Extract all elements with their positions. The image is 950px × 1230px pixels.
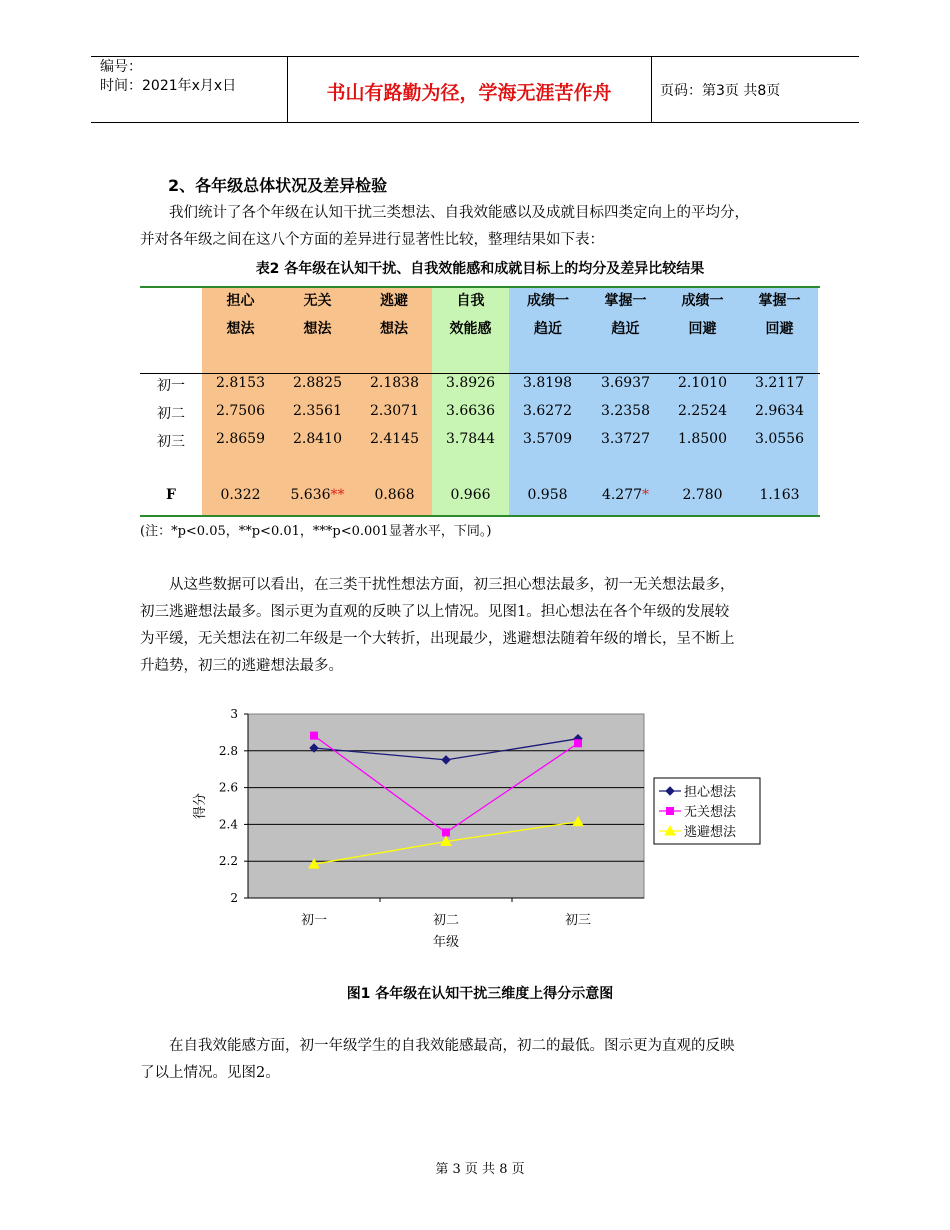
page-footer: 第 3 页 共 8 页 xyxy=(435,1162,525,1177)
data-point xyxy=(575,740,582,747)
table-cell: 2.9634 xyxy=(755,403,804,419)
y-tick-label: 3 xyxy=(230,707,238,721)
col-header: 掌握一 回避 xyxy=(758,293,801,337)
results-table xyxy=(140,286,820,518)
row-label-f: F xyxy=(166,487,176,503)
y-tick-label: 2.4 xyxy=(218,817,238,832)
table-cell: 2.2524 xyxy=(678,403,727,419)
table-cell: 3.2117 xyxy=(755,375,804,391)
col-header: 成绩一 趋近 xyxy=(527,293,569,337)
legend-label: 无关想法 xyxy=(684,805,737,820)
table-cell: 2.8659 xyxy=(216,431,265,447)
col-header: 逃避 想法 xyxy=(380,293,408,337)
data-point xyxy=(311,732,318,739)
data-point xyxy=(443,829,450,836)
col-header: 掌握一 趋近 xyxy=(604,293,647,337)
table-cell: 2.8153 xyxy=(216,375,265,391)
table-cell: 2.1010 xyxy=(678,375,727,391)
table-cell: 3.6636 xyxy=(446,403,495,419)
y-axis-title: 得分 xyxy=(193,792,208,820)
header-meta xyxy=(100,58,236,96)
table-cell: 3.8198 xyxy=(523,375,572,391)
table-cell: 2.8825 xyxy=(293,375,342,391)
table-cell: 3.0556 xyxy=(755,431,804,447)
x-axis-title: 年级 xyxy=(432,935,460,950)
f-value-cell: 2.780 xyxy=(682,487,723,503)
header-bottom-rule xyxy=(91,122,859,123)
x-tick-label: 初三 xyxy=(564,913,592,928)
table-bottom-rule xyxy=(140,515,820,517)
header-motto: 书山有路勤为径，学海无涯苦作舟 xyxy=(326,82,612,104)
analysis-paragraph xyxy=(140,572,820,680)
y-tick-label: 2.2 xyxy=(218,854,238,869)
row-label: 初三 xyxy=(157,434,185,450)
col-header: 自我 效能感 xyxy=(449,293,492,337)
legend-label: 逃避想法 xyxy=(684,825,737,840)
table-cell: 2.4145 xyxy=(370,431,419,447)
f-value-cell: 5.636** xyxy=(290,487,345,503)
y-tick-label: 2.8 xyxy=(218,743,238,758)
significance-note: (注：*p<0.05，**p<0.01，***p<0.001显著水平，下同。) xyxy=(140,524,492,539)
table-caption: 表2 各年级在认知干扰、自我效能感和成就目标上的均分及差异比较结果 xyxy=(255,261,705,277)
significance-star: * xyxy=(642,487,650,503)
table-cell: 2.3561 xyxy=(293,403,342,419)
f-value-cell: 1.163 xyxy=(759,487,800,503)
intro-line: 并对各年级之间在这八个方面的差异进行显著性比较，整理结果如下表： xyxy=(140,232,604,248)
header-divider xyxy=(651,57,652,122)
x-tick-label: 初二 xyxy=(432,913,460,928)
table-cell: 2.1838 xyxy=(370,375,419,391)
para-line: 升趋势，初三的逃避想法最多。 xyxy=(140,658,343,674)
col-header: 担心 想法 xyxy=(226,293,255,337)
table-cell: 1.8500 xyxy=(678,431,727,447)
f-value-cell: 0.966 xyxy=(450,487,491,503)
col-header: 成绩一 回避 xyxy=(681,293,724,337)
figure1-line-chart xyxy=(180,700,780,960)
efficacy-paragraph xyxy=(140,1033,820,1087)
table-header-rule xyxy=(140,373,820,374)
code-label: 编号： xyxy=(100,59,142,75)
date-label: 时间：2021年x月x日 xyxy=(100,78,237,94)
f-value-cell: 0.958 xyxy=(527,487,568,503)
intro-line: 我们统计了各个年级在认知干扰三类想法、自我效能感以及成就目标四类定向上的平均分， xyxy=(169,205,749,221)
table-cell: 3.8926 xyxy=(446,375,495,391)
y-tick-label: 2 xyxy=(230,891,238,905)
table-cell: 2.7506 xyxy=(216,403,265,419)
intro-paragraph xyxy=(140,200,820,254)
row-label: 初二 xyxy=(157,406,185,422)
table-cell: 3.7844 xyxy=(446,431,495,447)
figure-caption: 图1 各年级在认知干扰三维度上得分示意图 xyxy=(346,986,614,1002)
para-line: 为平缓，无关想法在初二年级是一个大转折，出现最少，逃避想法随着年级的增长，呈不断上 xyxy=(140,631,735,647)
header-top-rule xyxy=(91,56,859,57)
table-cell: 3.2358 xyxy=(601,403,650,419)
header-page-info: 页码：第3页 共8页 xyxy=(660,83,781,99)
legend-marker xyxy=(667,808,674,815)
para-line: 初三逃避想法最多。图示更为直观的反映了以上情况。见图1。担心想法在各个年级的发展较 xyxy=(140,604,730,620)
x-tick-label: 初一 xyxy=(300,913,328,928)
significance-star: ** xyxy=(330,487,345,503)
table-cell: 3.5709 xyxy=(523,431,572,447)
f-value-cell: 4.277* xyxy=(601,487,650,503)
col-header: 无关 想法 xyxy=(303,293,332,337)
table-cell: 3.6937 xyxy=(601,375,650,391)
table-cell: 3.3727 xyxy=(601,431,650,447)
table-cell: 3.6272 xyxy=(523,403,572,419)
para-line: 了以上情况。见图2。 xyxy=(140,1065,280,1081)
table-cell: 2.3071 xyxy=(370,403,419,419)
section-title: 2、各年级总体状况及差异检验 xyxy=(168,176,388,195)
table-cell: 2.8410 xyxy=(293,431,342,447)
legend-label: 担心想法 xyxy=(684,785,737,800)
para-line: 从这些数据可以看出，在三类干扰性想法方面，初三担心想法最多，初一无关想法最多， xyxy=(169,577,735,593)
y-tick-label: 2.6 xyxy=(218,780,238,795)
f-value-cell: 0.868 xyxy=(374,487,415,503)
para-line: 在自我效能感方面，初一年级学生的自我效能感最高，初二的最低。图示更为直观的反映 xyxy=(169,1038,735,1054)
plot-area xyxy=(248,714,644,898)
row-label: 初一 xyxy=(157,378,185,394)
f-value-cell: 0.322 xyxy=(220,487,261,503)
